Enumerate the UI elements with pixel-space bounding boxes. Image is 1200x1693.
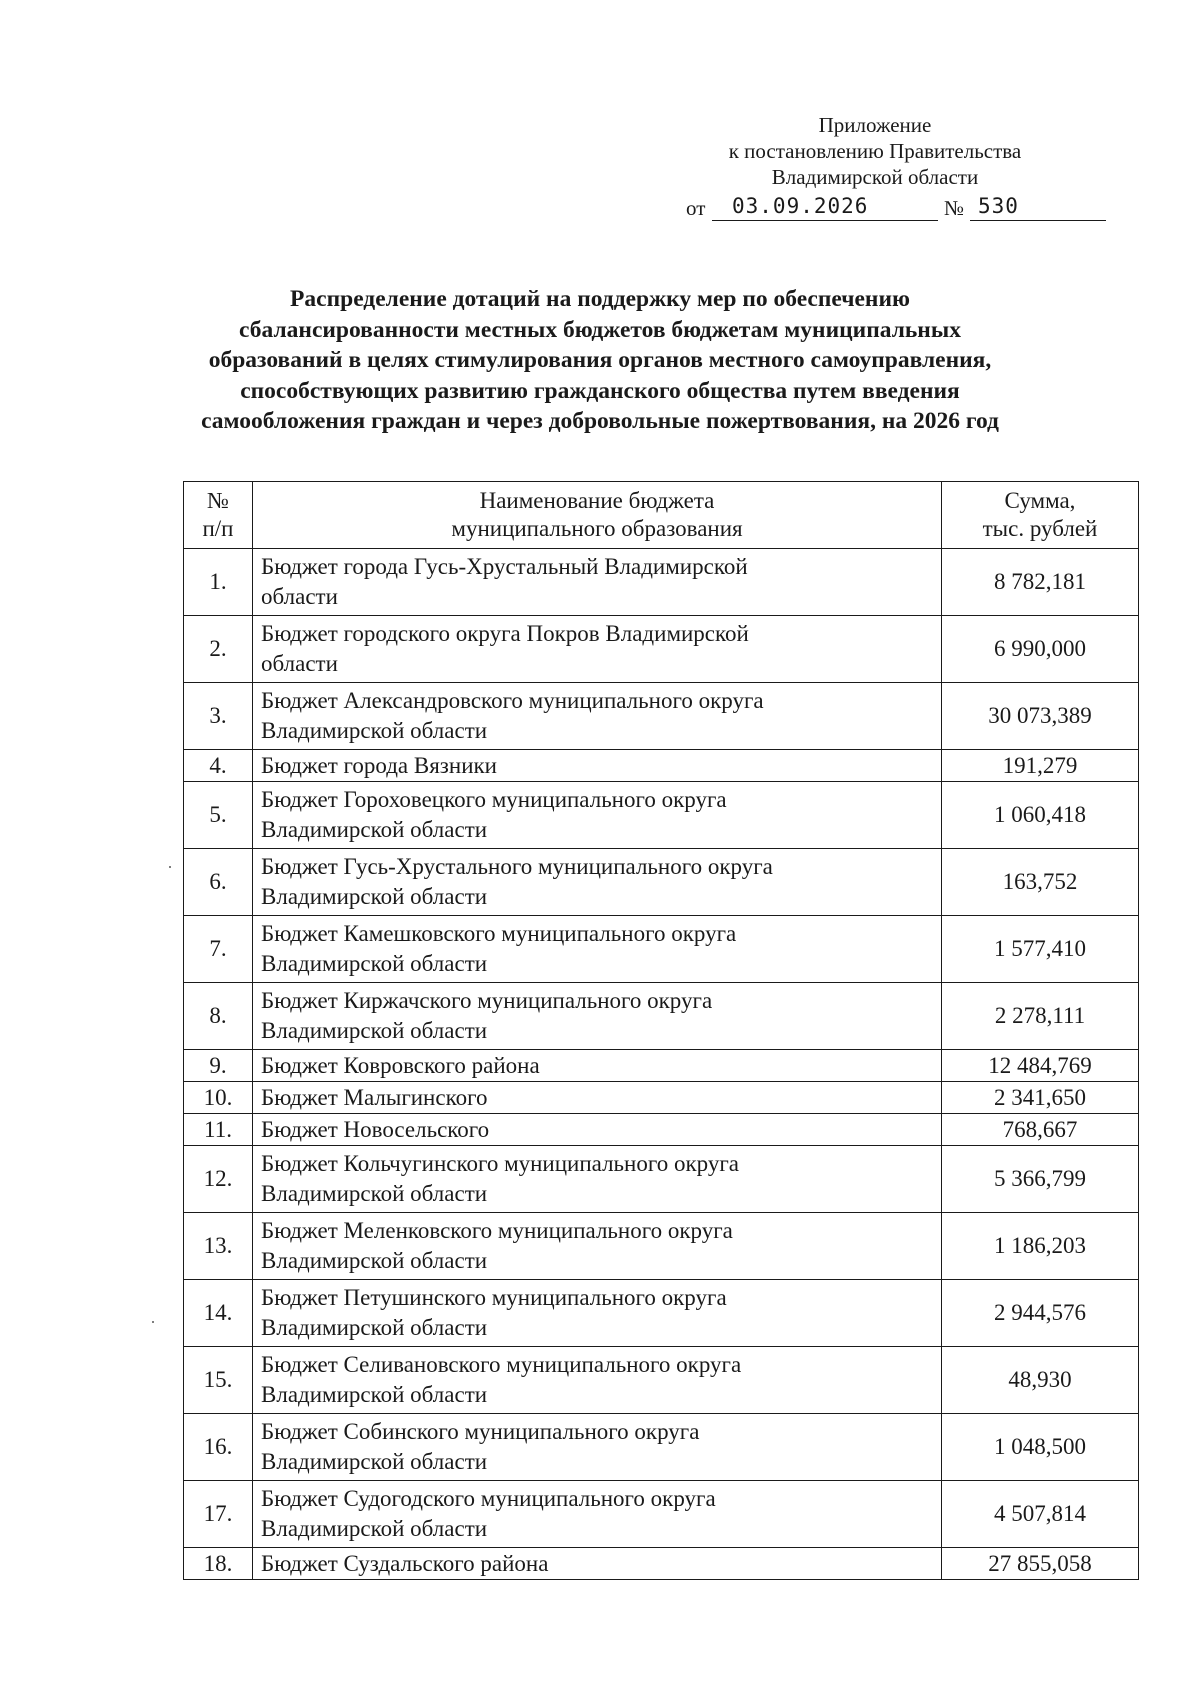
budget-name-line: Бюджет городского округа Покров Владимирской: [261, 621, 749, 646]
table-row: [184, 1347, 1139, 1414]
amount: 12 484,769: [942, 1050, 1139, 1082]
budget-name: [253, 750, 942, 782]
table-row: [184, 1548, 1139, 1580]
title-line: сбалансированности местных бюджетов бюджетам муниципальных: [239, 316, 961, 343]
amount: 2 341,650: [942, 1082, 1139, 1114]
document-title: [100, 284, 1100, 437]
budget-name: [253, 1114, 942, 1146]
budget-name: [253, 849, 942, 916]
budget-name: [253, 1082, 942, 1114]
amount: 30 073,389: [942, 683, 1139, 750]
budget-name-line: Бюджет Судогодского муниципального округа: [261, 1486, 716, 1511]
budget-name: [253, 1280, 942, 1347]
amount: 4 507,814: [942, 1481, 1139, 1548]
signature-line: [686, 188, 1106, 220]
table-row: [184, 782, 1139, 849]
table-row: [184, 1414, 1139, 1481]
budget-name: [253, 1146, 942, 1213]
amount: 8 782,181: [942, 549, 1139, 616]
amount: 768,667: [942, 1114, 1139, 1146]
budget-name-line: Бюджет Меленковского муниципального округа: [261, 1218, 733, 1243]
budget-name-line: Владимирской области: [261, 1018, 488, 1043]
distribution-table: [183, 481, 1139, 1580]
budget-name-line: Бюджет Малыгинского: [261, 1085, 488, 1110]
header-number: № п/п: [184, 482, 253, 549]
table-row: [184, 1481, 1139, 1548]
budget-name-line: Владимирской области: [261, 1382, 488, 1407]
table-header-row: [184, 482, 1139, 549]
row-number: 17.: [184, 1481, 253, 1548]
budget-name-line: Владимирской области: [261, 1516, 488, 1541]
row-number: 5.: [184, 782, 253, 849]
budget-name: [253, 1481, 942, 1548]
budget-name-line: Владимирской области: [261, 1181, 488, 1206]
budget-name-line: Бюджет Собинского муниципального округа: [261, 1419, 700, 1444]
table-row: [184, 549, 1139, 616]
row-number: 9.: [184, 1050, 253, 1082]
amount: 1 186,203: [942, 1213, 1139, 1280]
amount: 48,930: [942, 1347, 1139, 1414]
row-number: 1.: [184, 549, 253, 616]
scan-speck: [152, 1321, 154, 1323]
amount: 6 990,000: [942, 616, 1139, 683]
budget-name-line: Владимирской области: [261, 817, 488, 842]
budget-name: [253, 1050, 942, 1082]
row-number: 10.: [184, 1082, 253, 1114]
budget-name: [253, 1347, 942, 1414]
table-row: [184, 1146, 1139, 1213]
table-row: [184, 849, 1139, 916]
budget-name-line: Бюджет Киржачского муниципального округа: [261, 988, 713, 1013]
row-number: 18.: [184, 1548, 253, 1580]
budget-name-line: Владимирской области: [261, 1449, 488, 1474]
date-underline: [712, 220, 938, 221]
row-number: 4.: [184, 750, 253, 782]
title-line: способствующих развитию гражданского общества путем введения: [240, 377, 960, 404]
row-number: 15.: [184, 1347, 253, 1414]
row-number: 16.: [184, 1414, 253, 1481]
appendix-line: Владимирской области: [771, 165, 979, 189]
budget-name-line: Бюджет Селивановского муниципального округа: [261, 1352, 742, 1377]
budget-name: [253, 683, 942, 750]
budget-name-line: Владимирской области: [261, 884, 488, 909]
budget-name-line: Бюджет города Вязники: [261, 753, 497, 778]
table-row: [184, 1050, 1139, 1082]
budget-name-line: Бюджет Камешковского муниципального округа: [261, 921, 737, 946]
amount: 1 048,500: [942, 1414, 1139, 1481]
row-number: 2.: [184, 616, 253, 683]
date-label: от: [686, 196, 706, 220]
row-number: 14.: [184, 1280, 253, 1347]
budget-name-line: Бюджет Новосельского: [261, 1117, 490, 1142]
budget-name: [253, 1213, 942, 1280]
row-number: 13.: [184, 1213, 253, 1280]
budget-name-line: Владимирской области: [261, 718, 488, 743]
amount: 27 855,058: [942, 1548, 1139, 1580]
number-label: №: [944, 196, 965, 220]
header-name: Наименование бюджета муниципального образования: [253, 482, 942, 549]
row-number: 6.: [184, 849, 253, 916]
document-date: 03.09.2026: [732, 194, 869, 218]
title-line: Распределение дотаций на поддержку мер по обеспечению: [290, 286, 910, 312]
row-number: 3.: [184, 683, 253, 750]
row-number: 12.: [184, 1146, 253, 1213]
appendix-block: [690, 112, 1060, 190]
budget-name-line: Владимирской области: [261, 1315, 488, 1340]
table-row: [184, 1114, 1139, 1146]
amount: 163,752: [942, 849, 1139, 916]
table-row: [184, 683, 1139, 750]
amount: 1 060,418: [942, 782, 1139, 849]
amount: 191,279: [942, 750, 1139, 782]
budget-name: [253, 916, 942, 983]
budget-name-line: области: [261, 584, 338, 609]
budget-name-line: Бюджет Ковровского района: [261, 1053, 540, 1078]
title-line: самообложения граждан и через добровольные пожертвования, на 2026 год: [201, 408, 999, 434]
appendix-line: к постановлению Правительства: [728, 139, 1022, 163]
budget-name-line: Бюджет города Гусь-Хрустальный Владимирской: [261, 554, 748, 579]
scan-speck: [169, 866, 171, 868]
table-row: [184, 1213, 1139, 1280]
budget-name-line: Бюджет Александровского муниципального округа: [261, 688, 764, 713]
row-number: 7.: [184, 916, 253, 983]
row-number: 11.: [184, 1114, 253, 1146]
amount: 1 577,410: [942, 916, 1139, 983]
amount: 5 366,799: [942, 1146, 1139, 1213]
budget-name: [253, 1548, 942, 1580]
budget-name-line: Владимирской области: [261, 951, 488, 976]
budget-name: [253, 983, 942, 1050]
appendix-line: Приложение: [818, 113, 932, 137]
budget-name-line: Владимирской области: [261, 1248, 488, 1273]
budget-name-line: Бюджет Суздальского района: [261, 1551, 549, 1576]
header-sum: Сумма, тыс. рублей: [942, 482, 1139, 549]
table-body: [184, 549, 1139, 1580]
budget-name-line: области: [261, 651, 338, 676]
budget-name-line: Бюджет Гусь-Хрустального муниципального округа: [261, 854, 773, 879]
budget-name-line: Бюджет Кольчугинского муниципального округа: [261, 1151, 739, 1176]
budget-name: [253, 616, 942, 683]
table-row: [184, 750, 1139, 782]
amount: 2 278,111: [942, 983, 1139, 1050]
budget-name-line: Бюджет Петушинского муниципального округа: [261, 1285, 727, 1310]
budget-name-line: Бюджет Гороховецкого муниципального округа: [261, 787, 727, 812]
table-row: [184, 1082, 1139, 1114]
budget-name: [253, 549, 942, 616]
title-line: образований в целях стимулирования органов местного самоуправления,: [208, 347, 992, 373]
amount: 2 944,576: [942, 1280, 1139, 1347]
table-row: [184, 1280, 1139, 1347]
table-row: [184, 916, 1139, 983]
document-number: 530: [978, 194, 1019, 218]
budget-name: [253, 782, 942, 849]
number-underline: [970, 220, 1106, 221]
row-number: 8.: [184, 983, 253, 1050]
budget-name: [253, 1414, 942, 1481]
table-row: [184, 616, 1139, 683]
table-row: [184, 983, 1139, 1050]
